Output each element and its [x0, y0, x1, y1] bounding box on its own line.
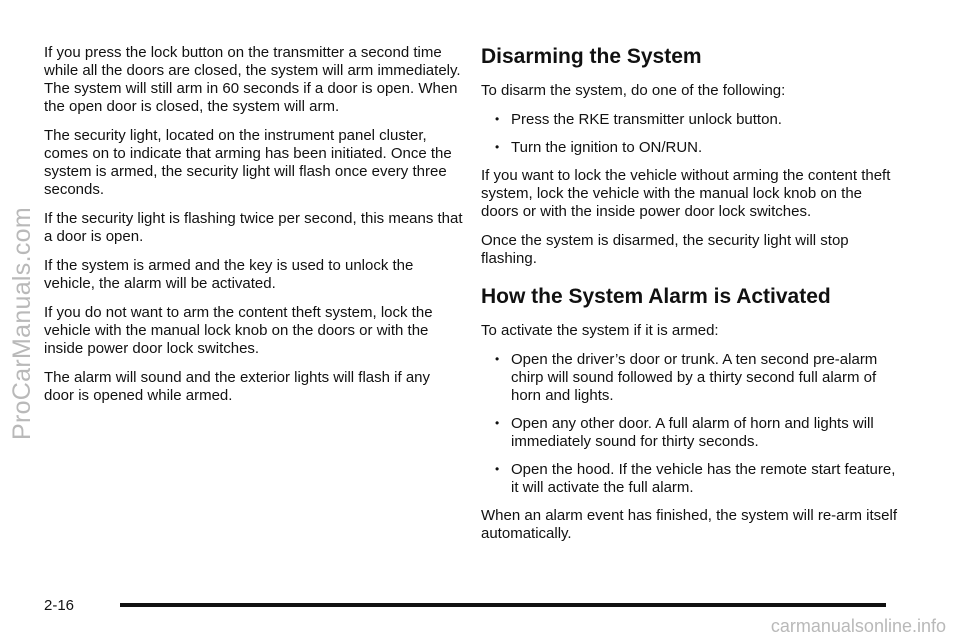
list-item: • Open any other door. A full alarm of horn and lights will immediately sound for thirty seconds.	[495, 415, 874, 450]
activation-intro: To activate the system if it is armed:	[481, 322, 719, 339]
disarming-intro: To disarm the system, do one of the following:	[481, 82, 786, 99]
side-watermark: ProCarManuals.com	[8, 207, 36, 440]
list-item: • Open the driver’s door or trunk. A ten second pre-alarm chirp will sound followed by a thirty second full alarm of horn and lights.	[495, 351, 878, 404]
activation-list	[481, 351, 901, 497]
bullet-icon: •	[495, 140, 500, 154]
paragraph-re-arm: When an alarm event has finished, the system will re-arm itself automatically.	[481, 507, 897, 542]
left-column	[44, 44, 464, 416]
paragraph-transmitter-lock: If you press the lock button on the transmitter a second time while all the doors are closed, the system will arm immediately. The system will still arm in 60 seconds if a door is open. When the open door is closed, the system will arm.	[44, 44, 461, 115]
paragraph-stop-flashing: Once the system is disarmed, the security light will stop flashing.	[481, 232, 849, 267]
paragraph-light-flashing: If the security light is flashing twice per second, this means that a door is open.	[44, 210, 463, 245]
disarming-list	[481, 111, 901, 157]
footer-site-watermark: carmanualsonline.info	[770, 616, 946, 636]
list-item: • Press the RKE transmitter unlock button.	[495, 111, 782, 128]
bullet-icon: •	[495, 462, 500, 476]
list-item: • Turn the ignition to ON/RUN.	[495, 139, 703, 156]
paragraph-key-unlock: If the system is armed and the key is used to unlock the vehicle, the alarm will be activated.	[44, 257, 414, 292]
page-number: 2-16	[44, 597, 75, 614]
paragraph-alarm-sound: The alarm will sound and the exterior lights will flash if any door is opened while armed.	[44, 369, 431, 404]
footer-divider	[120, 603, 886, 607]
paragraph-lock-without-arming: If you want to lock the vehicle without arming the content theft system, lock the vehicle with the manual lock knob on the doors or with the inside power door lock switches.	[481, 167, 891, 220]
paragraph-not-arming: If you do not want to arm the content theft system, lock the vehicle with the manual lock knob on the doors or with the inside power door lock switches.	[44, 304, 433, 357]
heading-disarming: Disarming the System	[481, 45, 702, 68]
paragraph-security-light: The security light, located on the instrument panel cluster, comes on to indicate that arming has been initiated. Once the system is armed, the security light will flash once every three seconds.	[44, 127, 452, 198]
bullet-icon: •	[495, 416, 500, 430]
bullet-icon: •	[495, 112, 500, 126]
list-item: • Open the hood. If the vehicle has the remote start feature, it will activate the full alarm.	[495, 461, 896, 496]
bullet-icon: •	[495, 352, 500, 366]
right-column	[481, 44, 901, 554]
heading-activation: How the System Alarm is Activated	[481, 285, 831, 308]
